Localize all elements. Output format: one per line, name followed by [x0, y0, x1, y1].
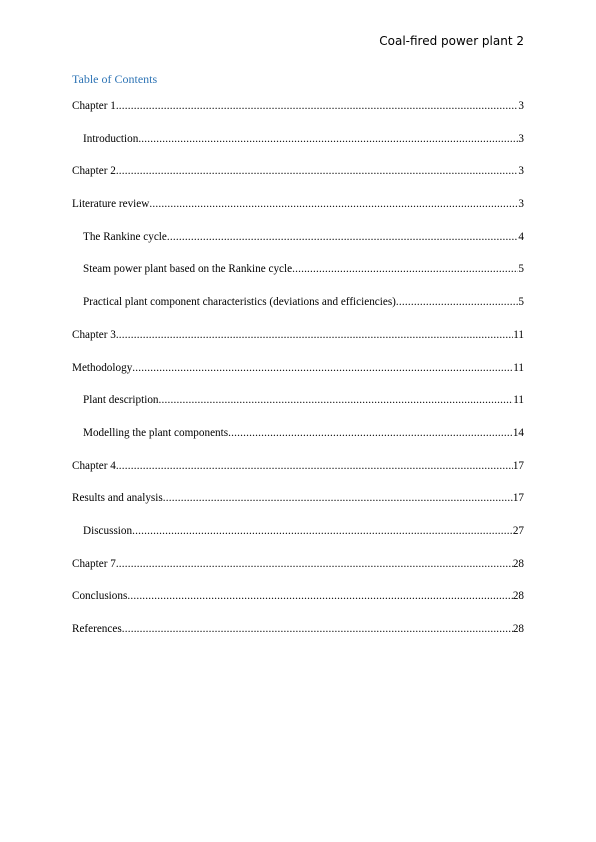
toc-entry-page-number: 11: [513, 328, 524, 341]
toc-entry-label: Introduction: [83, 132, 139, 145]
dot-leader: [116, 557, 513, 571]
dot-leader: [138, 132, 518, 146]
toc-entry[interactable]: [72, 459, 524, 492]
toc-entry-page-number: 14: [512, 426, 524, 439]
toc-entry-label: Methodology: [72, 361, 133, 374]
toc-entry-page-number: 3: [518, 100, 524, 112]
toc-entry-page-number: 3: [518, 132, 524, 145]
dot-leader: [132, 524, 513, 538]
dot-leader: [116, 99, 519, 113]
toc-entry[interactable]: [72, 132, 524, 165]
dot-leader: [167, 230, 519, 244]
toc-entry-label: Results and analysis: [72, 492, 163, 505]
dot-leader: [396, 295, 518, 309]
toc-entry-page-number: 11: [513, 361, 524, 374]
dot-leader: [159, 393, 514, 407]
toc-entry-page-number: 11: [513, 394, 524, 407]
toc-entry-label: The Rankine cycle: [83, 230, 167, 243]
toc-entry-page-number: 28: [512, 557, 524, 570]
toc-entry[interactable]: [72, 361, 524, 394]
toc-entry-page-number: 3: [518, 198, 524, 211]
dot-leader: [116, 164, 519, 178]
dot-leader: [228, 426, 513, 440]
toc-entry-page-number: 3: [518, 165, 524, 178]
toc-entry[interactable]: [72, 524, 524, 557]
toc-entry-label: Plant description: [83, 394, 159, 407]
toc-entry-page-number: 17: [512, 459, 524, 472]
toc-entry[interactable]: [72, 589, 524, 622]
toc-entry[interactable]: [72, 164, 524, 197]
dot-leader: [122, 622, 513, 636]
toc-entry[interactable]: [72, 295, 524, 328]
toc-entry-label: Practical plant component characteristics (deviations and efficiencies): [83, 296, 396, 309]
toc-entry[interactable]: [72, 426, 524, 459]
toc-entry-label: Conclusions: [72, 590, 128, 603]
dot-leader: [116, 328, 513, 342]
toc-entry[interactable]: [72, 622, 524, 655]
toc-entry-label: Literature review: [72, 198, 150, 211]
toc-entry-label: Modelling the plant components: [83, 426, 229, 439]
toc-entry-label: Chapter 1: [72, 100, 116, 112]
toc-entry[interactable]: [72, 557, 524, 590]
dot-leader: [163, 491, 513, 505]
toc-entry-page-number: 27: [512, 524, 524, 537]
toc-entry-label: Chapter 3: [72, 328, 116, 341]
page-header: Coal-fired power plant 2: [379, 34, 524, 48]
toc-entry-page-number: 5: [518, 296, 524, 309]
toc-entry-label: Discussion: [83, 524, 133, 537]
toc-entry-page-number: 4: [518, 230, 524, 243]
toc-entry-label: Steam power plant based on the Rankine cycle: [83, 263, 293, 276]
toc-entry-label: Chapter 2: [72, 165, 116, 178]
dot-leader: [292, 262, 518, 276]
toc-entry-label: Chapter 4: [72, 459, 116, 472]
dot-leader: [132, 361, 513, 375]
toc-title: Table of Contents: [72, 72, 158, 86]
toc-entry[interactable]: [72, 197, 524, 230]
toc-entry[interactable]: [72, 491, 524, 524]
dot-leader: [116, 459, 513, 473]
toc-entry[interactable]: [72, 328, 524, 361]
dot-leader: [127, 589, 512, 603]
toc-entry[interactable]: [72, 393, 524, 426]
toc-entry-label: Chapter 7: [72, 557, 116, 570]
toc-entry[interactable]: [72, 230, 524, 263]
toc-entry[interactable]: [72, 99, 524, 132]
table-of-contents: [72, 99, 524, 655]
toc-entry[interactable]: [72, 262, 524, 295]
toc-entry-page-number: 28: [512, 590, 524, 603]
toc-entry-page-number: 28: [512, 623, 524, 635]
toc-entry-label: References: [72, 623, 122, 635]
toc-entry-page-number: 17: [512, 492, 524, 505]
toc-entry-page-number: 5: [518, 263, 524, 276]
dot-leader: [149, 197, 518, 211]
